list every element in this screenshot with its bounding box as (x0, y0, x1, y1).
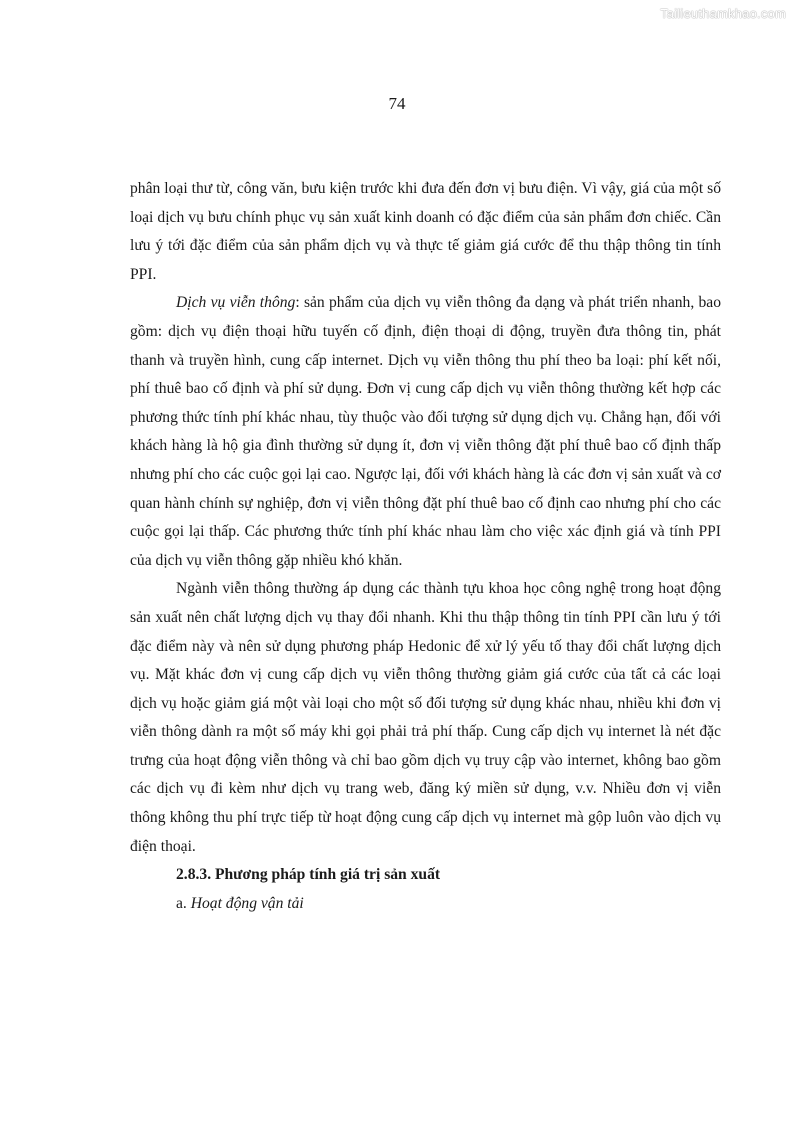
subsection-heading (130, 890, 721, 919)
section-heading: 2.8.3. Phương pháp tính giá trị sản xuất (176, 866, 441, 884)
telecom-services-text: : sản phẩm của dịch vụ viễn thông đa dạng và phát triển nhanh, bao gồm: dịch vụ điện thoại hữu tuyến cố định, điện thoại di động, truyền đưa thông tin, phát thanh và truyền hình, cung cấp internet. Dịch vụ viễn thông thu phí theo ba loại: phí kết nối, phí thuê bao cố định và phí sử dụng. Đơn vị cung cấp dịch vụ viễn thông thường kết hợp các phương thức tính phí khác nhau, tùy thuộc vào đối tượng sử dụng dịch vụ. Chẳng hạn, đối với khách hàng là hộ gia đình thường sử dụng ít, đơn vị viễn thông đặt phí thuê bao cố định thấp nhưng phí cho các cuộc gọi lại cao. Ngược lại, đối với khách hàng là các đơn vị sản xuất và cơ quan hành chính sự nghiệp, đơn vị viễn thông đặt phí thuê bao cố định cao nhưng phí cho các cuộc gọi lại thấp. Các phương thức tính phí khác nhau làm cho việc xác định giá và tính PPI của dịch vụ viễn thông gặp nhiều khó khăn. (130, 294, 722, 569)
telecom-services-lead: Dịch vụ viễn thông (176, 294, 296, 312)
paragraph-postal-services: phân loại thư từ, công văn, bưu kiện trước khi đưa đến đơn vị bưu điện. Vì vậy, giá của một số loại dịch vụ bưu chính phục vụ sản xuất kinh doanh có đặc điểm của sản phẩm đơn chiếc. Cần lưu ý tới đặc điểm của sản phẩm dịch vụ và thực tế giảm giá cước để thu thập thông tin tính PPI. (130, 180, 721, 283)
document-body (130, 175, 721, 918)
watermark-text: Tailieuthamkhao.com (660, 6, 786, 21)
subsection-prefix: a. (176, 894, 191, 912)
page-number: 74 (388, 94, 406, 113)
paragraph-telecom-services (130, 289, 721, 575)
paragraph-telecom-technology: Ngành viễn thông thường áp dụng các thành tựu khoa học công nghệ trong hoạt động sản xuất nên chất lượng dịch vụ thay đổi nhanh. Khi thu thập thông tin tính PPI cần lưu ý tới đặc điểm này và nên sử dụng phương pháp Hedonic để xử lý yếu tố thay đổi chất lượng dịch vụ. Mặt khác đơn vị cung cấp dịch vụ viễn thông thường giảm giá cước của tất cả các loại dịch vụ hoặc giảm giá một vài loại cho một số đối tượng sử dụng khác nhau, nhiều khi đơn vị viễn thông dành ra một số máy khi gọi phải trả phí thấp. Cung cấp dịch vụ internet là nét đặc trưng của hoạt động viễn thông và chỉ bao gồm dịch vụ truy cập vào internet, không bao gồm các dịch vụ đi kèm như dịch vụ trang web, đăng ký miền sử dụng, v.v. Nhiều đơn vị viễn thông không thu phí trực tiếp từ hoạt động cung cấp dịch vụ internet mà gộp luôn vào dịch vụ điện thoại. (130, 580, 721, 855)
subsection-title: Hoạt động vận tải (190, 894, 304, 912)
